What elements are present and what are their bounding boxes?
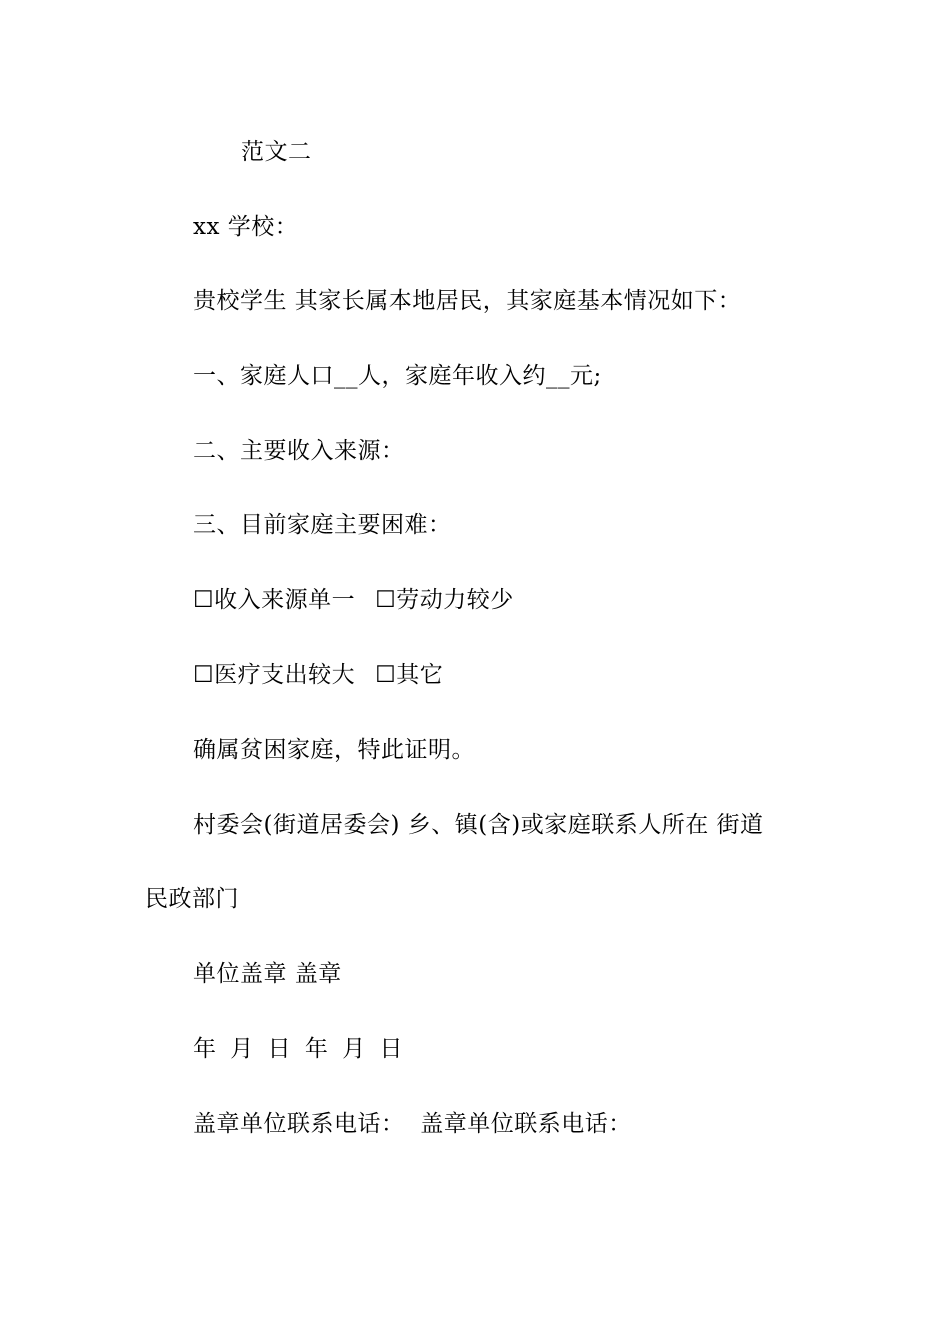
salutation: xx 学校： — [193, 214, 299, 240]
document-heading: 范文二 — [241, 139, 312, 165]
option-single-income-source[interactable]: ☐收入来源单一 — [193, 587, 356, 613]
item-income-source: 二、主要收入来源： — [193, 438, 405, 464]
item-household-size-income: 一、家庭人口__人，家庭年收入约__元; — [193, 363, 602, 389]
difficulty-options-row-2 — [193, 660, 443, 690]
contact-phone-line: 盖章单位联系电话： 盖章单位联系电话： — [193, 1111, 632, 1137]
item-main-difficulties: 三、目前家庭主要困难： — [193, 512, 452, 538]
option-high-medical-expense[interactable]: ☐医疗支出较大 — [193, 662, 356, 688]
date-line: 年 月 日 年 月 日 — [193, 1036, 404, 1062]
intro-paragraph: 贵校学生 其家长属本地居民，其家庭基本情况如下： — [193, 288, 742, 314]
issuers-line: 村委会(街道居委会) 乡、镇(含)或家庭联系人所在 街道 — [193, 812, 764, 838]
option-other[interactable]: ☐其它 — [375, 662, 444, 688]
option-low-labor[interactable]: ☐劳动力较少 — [375, 587, 514, 613]
issuers-line-continued: 民政部门 — [145, 886, 239, 912]
stamp-line: 单位盖章 盖章 — [193, 961, 342, 987]
difficulty-options-row-1 — [193, 585, 514, 615]
confirmation-statement: 确属贫困家庭，特此证明。 — [193, 737, 475, 763]
